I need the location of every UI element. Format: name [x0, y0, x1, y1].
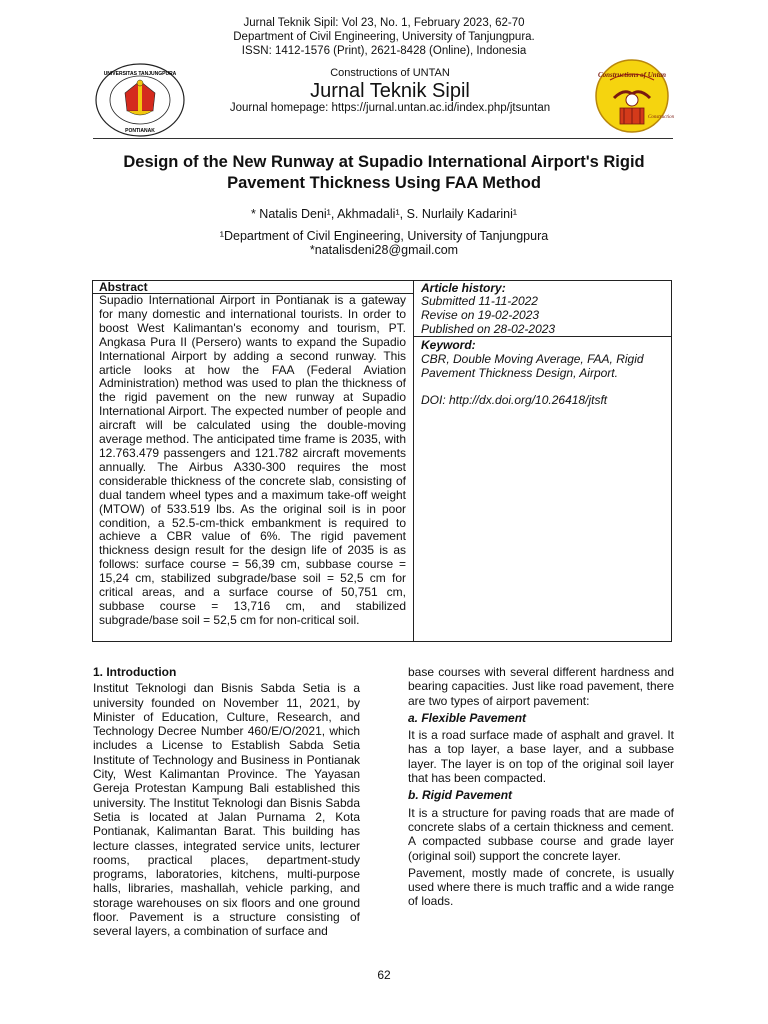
- title-line-1: Design of the New Runway at Supadio International Airport's Rigid: [123, 153, 645, 171]
- doi-link[interactable]: DOI: http://dx.doi.org/10.26418/jtsft: [421, 393, 608, 407]
- pavement-usage-text: Pavement, mostly made of concrete, is usually used where there is much traffic and a wide range of loads.: [408, 865, 674, 909]
- affiliation: ¹Department of Civil Engineering, University of Tanjungpura: [219, 229, 549, 243]
- flexible-pavement-text: It is a road surface made of asphalt and gravel. It has a top layer, a base layer, and a subbase layer. The layer is on top of the original soil layer that has been compacted.: [408, 728, 674, 786]
- logo-sub-text: Construction: [648, 115, 675, 120]
- history-revise: Revise on 19-02-2023: [421, 308, 540, 322]
- header-rule: [93, 138, 673, 139]
- abstract-heading: Abstract: [99, 280, 148, 294]
- abstract-box: [92, 280, 672, 642]
- rigid-pavement-heading: b. Rigid Pavement: [408, 788, 513, 803]
- journal-subtitle: Constructions of UNTAN: [330, 67, 450, 79]
- page-number: 62: [377, 968, 391, 982]
- email[interactable]: *natalisdeni28@gmail.com: [309, 243, 459, 257]
- article-title: [60, 152, 708, 194]
- logo-script-text: Constructions of Untan: [597, 71, 667, 79]
- intro-text: Institut Teknologi dan Bisnis Sabda Setia is a university founded on November 11, 2021, by Minister of Education, Culture, Research, and Technology Decree Number 460/E/O/2021, which includes a License to Establish Sabda Setia Institute of Technology and Business in Pontianak City, West Kalimantan Province. The Yayasan Gereja Protestan Kampung Bali established this university. The Institut Teknologi dan Bisnis Sabda Setia is located at Jalan Purnama 2, Kota Pontianak, Kalimantan Barat. This building has lecture classes, integrated service units, lecturer rooms, practical places, department-study programs, laboratories, kitchens, multi-purpose halls, libraries, mashallah, vehicle parking, and storage warehouses on six floors and one ground floor. Pavement is a structure consisting of several layers, a combination of surface and: [93, 681, 360, 939]
- rigid-pavement-text: It is a structure for paving roads that are made of concrete slabs of a certain thickness and cement. A compacted subbase course and grade layer (original soil) support the concrete layer.: [408, 805, 674, 863]
- journal-name: Jurnal Teknik Sipil: [310, 80, 470, 102]
- department-line: Department of Civil Engineering, University of Tanjungpura.: [233, 31, 535, 43]
- keyword-text: CBR, Double Moving Average, FAA, Rigid Pavement Thickness Design, Airport.: [421, 352, 644, 380]
- logo-bottom-text: PONTIANAK: [125, 128, 155, 134]
- authors: * Natalis Deni¹, Akhmadali¹, S. Nurlaily Kadarini¹: [250, 207, 518, 221]
- intro-heading: 1. Introduction: [93, 665, 177, 679]
- keyword-heading: Keyword:: [421, 338, 476, 352]
- journal-homepage[interactable]: Journal homepage: https://jurnal.untan.ac.id/index.php/jtsuntan: [229, 102, 551, 114]
- pavement-intro-text: base courses with several different hardness and bearing capacities. Just like road pavement, there are two types of airport pavement:: [408, 665, 674, 708]
- title-line-2: Pavement Thickness Using FAA Method: [227, 174, 541, 192]
- right-column: [408, 665, 674, 909]
- logo-top-text: UNIVERSITAS TANJUNGPURA: [103, 71, 177, 77]
- box-divider: [413, 281, 414, 641]
- university-logo: [95, 63, 185, 137]
- issn-line: ISSN: 1412-1576 (Print), 2621-8428 (Online), Indonesia: [241, 45, 527, 57]
- history-published: Published on 28-02-2023: [421, 322, 556, 336]
- history-submitted: Submitted 11-11-2022: [421, 294, 538, 308]
- history-heading: Article history:: [421, 281, 506, 295]
- history-rule: [413, 336, 671, 337]
- constructions-logo: [594, 58, 675, 134]
- left-column: [93, 665, 360, 939]
- flexible-pavement-heading: a. Flexible Pavement: [408, 710, 527, 725]
- abstract-text: Supadio International Airport in Pontianak is a gateway for many domestic and international tourists. In order to boost West Kalimantan's economy and tourism, PT. Angkasa Pura II (Persero) wants to expand the Supadio International Airport by adding a second runway. This article looks at how the FAA (Federal Aviation Administration) method was used to plan the thickness of the rigid pavement on the new runway at Supadio International Airport. The expected number of people and aircraft will be calculated using the double-moving average method. The anticipated time frame is 2035, with 12.763.479 passengers and 121.782 aircraft movements annually. The Airbus A330-300 requires the most considerable thickness of the concrete slab, consisting of dual tandem wheel types and a maximum take-off weight (MTOW) of 533.519 lbs. As the original soil is in poor condition, a 52.5-cm-thick embankment is required to achieve a CBR value of 6%. The rigid pavement thickness design result for the design life of 2035 is as follows: surface course = 56,39 cm, subbase course = 15,24 cm, stabilized subgrade/base soil = 52,5 cm for critical areas, and a surface course of 50,751 cm, subbase course = 13,716 cm, and stabilized subgrade/base soil = 52,5 cm for non-critical soil.: [99, 293, 406, 627]
- citation-line: Jurnal Teknik Sipil: Vol 23, No. 1, February 2023, 62-70: [243, 17, 525, 29]
